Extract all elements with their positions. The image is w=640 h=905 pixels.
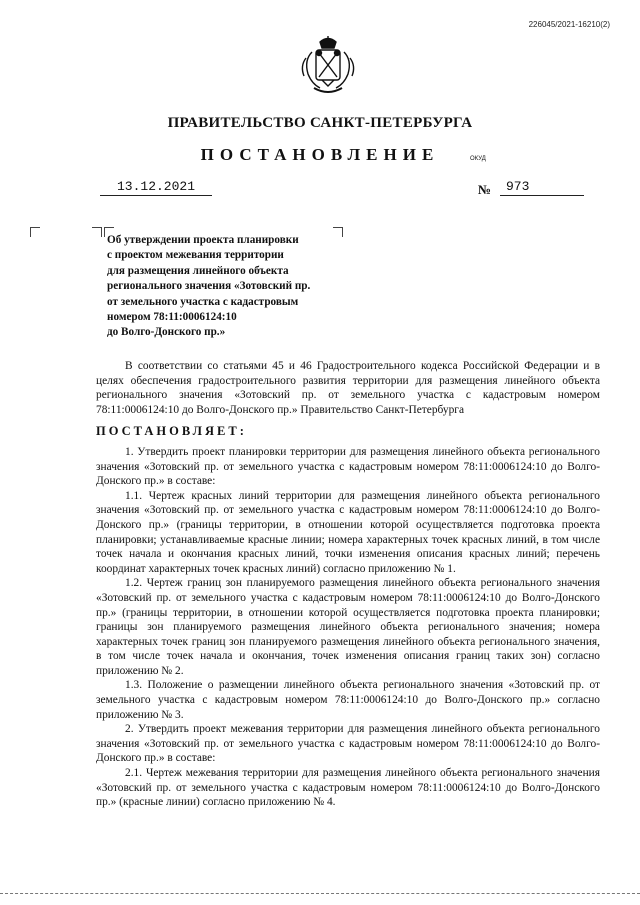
decree-date: 13.12.2021	[100, 179, 212, 196]
preamble-paragraph: В соответствии со статьями 45 и 46 Градостроительного кодекса Российской Федерации и в целях обеспечения градостроительного развития территории для размещения линейного объекта регионального значения «Зотовский пр. от земельного участка с кадастровым номером 78:11:0006124:10 до Волго-Донского пр.» Правительство Санкт-Петербурга	[96, 360, 600, 416]
title-line: с проектом межевания территории	[107, 249, 284, 262]
document-id: 226045/2021-16210(2)	[528, 20, 610, 29]
title-line: для размещения линейного объекта	[107, 264, 289, 277]
paragraph-1-3: 1.3. Положение о размещении линейного объекта регионального значения «Зотовский пр. от земельного участка с кадастровым номером 78:11:0006124:10 до Волго-Донского пр.» согласно приложению № 3.	[96, 679, 600, 721]
decree-title	[107, 233, 352, 341]
government-name: ПРАВИТЕЛЬСТВО САНКТ-ПЕТЕРБУРГА	[167, 115, 473, 131]
page-edge-line	[0, 893, 640, 894]
paragraph-1-1: 1.1. Чертеж красных линий территории для размещения линейного объекта регионального значения «Зотовский пр. от земельного участка с кадастровым номером 78:11:0006124:10 до Волго-Донского пр.» (границы территории, в отношении которой осуществляется подготовка проекта планировки; устанавливаемые красные линии; номера характерных точек красных линий, в том числе точек начала и окончания красных линий, точки изменения описания красных линий; перечень координат характерных точек красных линий) согласно приложению № 1.	[96, 489, 600, 575]
number-label: №	[478, 182, 492, 197]
title-line: регионального значения «Зотовский пр.	[107, 280, 311, 293]
postanovlyaet-heading: ПОСТАНОВЛЯЕТ:	[96, 424, 247, 439]
title-line: до Волго-Донского пр.»	[107, 326, 226, 339]
paragraph-1-2: 1.2. Чертеж границ зон планируемого размещения линейного объекта регионального значения «Зотовский пр. от земельного участка с кадастровым номером 78:11:0006124:10 до Волго-Донского пр.» (границы территории, в отношении которой осуществляется подготовка проекта планировки; границы зон планируемого размещения линейного объекта регионального значения; номера характерных точек границ зон планируемого размещения линейного объекта регионального значения, в том числе точек начала и окончания, точек изменения описания границ таких зон) согласно приложению № 2.	[96, 577, 600, 677]
decree-body	[96, 359, 600, 810]
paragraph-1: 1. Утвердить проект планировки территории для размещения линейного объекта регионального значения «Зотовский пр. от земельного участка с кадастровым номером 78:11:0006124:10 до Волго-Донского пр.» в составе:	[96, 445, 600, 488]
paragraph-2-1: 2.1. Чертеж межевания территории для размещения линейного объекта регионального значения «Зотовский пр. от земельного участка с кадастровым номером 78:11:0006124:10 до Волго-Донского пр.» (красные линии) согласно приложению № 4.	[96, 767, 600, 809]
decree-number: 973	[500, 179, 584, 196]
corner-mark	[30, 227, 40, 237]
okud-label: ОКУД	[470, 156, 486, 162]
title-line: номером 78:11:0006124:10	[107, 311, 237, 324]
paragraph-2: 2. Утвердить проект межевания территории для размещения линейного объекта регионального значения «Зотовский пр. от земельного участка с кадастровым номером 78:11:0006124:10 до Волго-Донского пр.» в составе:	[96, 723, 600, 765]
corner-mark	[92, 227, 102, 237]
title-line: Об утверждении проекта планировки	[107, 234, 299, 246]
title-line: от земельного участка с кадастровым	[107, 295, 299, 308]
coat-of-arms-icon	[298, 36, 358, 98]
decree-type: ПОСТАНОВЛЕНИЕ	[200, 145, 440, 164]
